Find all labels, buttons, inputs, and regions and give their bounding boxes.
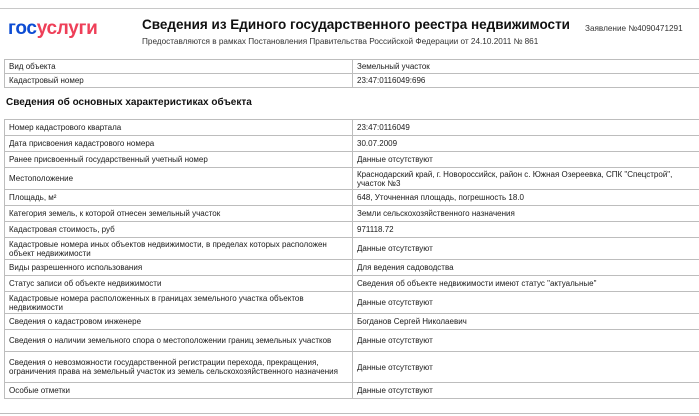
- characteristics-table: [4, 119, 699, 399]
- logo-part-gos: гос: [8, 18, 37, 39]
- row-value: Данные отсутствуют: [353, 152, 699, 168]
- row-label: Сведения о невозможности государственной регистрации перехода, прекращения, ограничения права на земельный участок из земель сельскохозяйственного назначения: [5, 352, 353, 383]
- row-label: Статус записи об объекте недвижимости: [5, 276, 353, 292]
- row-label: Виды разрешенного использования: [5, 260, 353, 276]
- gosuslugi-logo: [8, 18, 98, 40]
- table-row: [5, 206, 699, 222]
- table-row: [5, 120, 699, 136]
- row-value: 648, Уточненная площадь, погрешность 18.0: [353, 190, 699, 206]
- top-divider: [0, 8, 699, 9]
- table-row: [5, 330, 699, 352]
- row-label: Сведения о кадастровом инженере: [5, 314, 353, 330]
- table-row: [5, 383, 699, 399]
- table-row: [5, 314, 699, 330]
- row-value: Для ведения садоводства: [353, 260, 699, 276]
- row-label: Кадастровые номера иных объектов недвижимости, в пределах которых расположен объект недвижимости: [5, 238, 353, 260]
- row-label: Категория земель, к которой отнесен земельный участок: [5, 206, 353, 222]
- row-label: Площадь, м²: [5, 190, 353, 206]
- document-subtitle: Предоставляются в рамках Постановления Правительства Российской Федерации от 24.10.2011 № 861: [142, 37, 539, 46]
- table-row: [5, 74, 699, 88]
- section-title: Сведения об основных характеристиках объекта: [6, 97, 252, 108]
- row-label: Местоположение: [5, 168, 353, 190]
- row-label: Кадастровые номера расположенных в границах земельного участка объектов недвижимости: [5, 292, 353, 314]
- row-value: Данные отсутствуют: [353, 292, 699, 314]
- table-row: [5, 238, 699, 260]
- row-label: Особые отметки: [5, 383, 353, 399]
- row-label: Ранее присвоенный государственный учетный номер: [5, 152, 353, 168]
- table-row: [5, 260, 699, 276]
- row-value: Земельный участок: [353, 60, 699, 74]
- logo-part-uslugi: услуги: [36, 18, 98, 39]
- table-row: [5, 60, 699, 74]
- table-row: [5, 222, 699, 238]
- row-label: Кадастровая стоимость, руб: [5, 222, 353, 238]
- bottom-divider: [0, 413, 699, 414]
- row-value: Сведения об объекте недвижимости имеют статус "актуальные": [353, 276, 699, 292]
- row-value: 23:47:0116049:696: [353, 74, 699, 88]
- table-row: [5, 352, 699, 383]
- object-table: [4, 59, 699, 88]
- row-label: Кадастровый номер: [5, 74, 353, 88]
- row-value: 23:47:0116049: [353, 120, 699, 136]
- row-label: Сведения о наличии земельного спора о местоположении границ земельных участков: [5, 330, 353, 352]
- row-value: 30.07.2009: [353, 136, 699, 152]
- statement-number: Заявление №4090471291: [585, 24, 683, 33]
- table-row: [5, 292, 699, 314]
- row-value: Богданов Сергей Николаевич: [353, 314, 699, 330]
- table-row: [5, 276, 699, 292]
- table-row: [5, 168, 699, 190]
- row-value: Данные отсутствуют: [353, 352, 699, 383]
- row-label: Номер кадастрового квартала: [5, 120, 353, 136]
- row-label: Вид объекта: [5, 60, 353, 74]
- row-value: Данные отсутствуют: [353, 383, 699, 399]
- row-value: Краснодарский край, г. Новороссийск, район с. Южная Озереевка, СПК "Спецстрой", участок №3: [353, 168, 699, 190]
- row-value: 971118.72: [353, 222, 699, 238]
- table-row: [5, 190, 699, 206]
- row-value: Земли сельскохозяйственного назначения: [353, 206, 699, 222]
- table-row: [5, 136, 699, 152]
- table-row: [5, 152, 699, 168]
- row-label: Дата присвоения кадастрового номера: [5, 136, 353, 152]
- row-value: Данные отсутствуют: [353, 330, 699, 352]
- document-title: Сведения из Единого государственного реестра недвижимости: [142, 17, 570, 32]
- row-value: Данные отсутствуют: [353, 238, 699, 260]
